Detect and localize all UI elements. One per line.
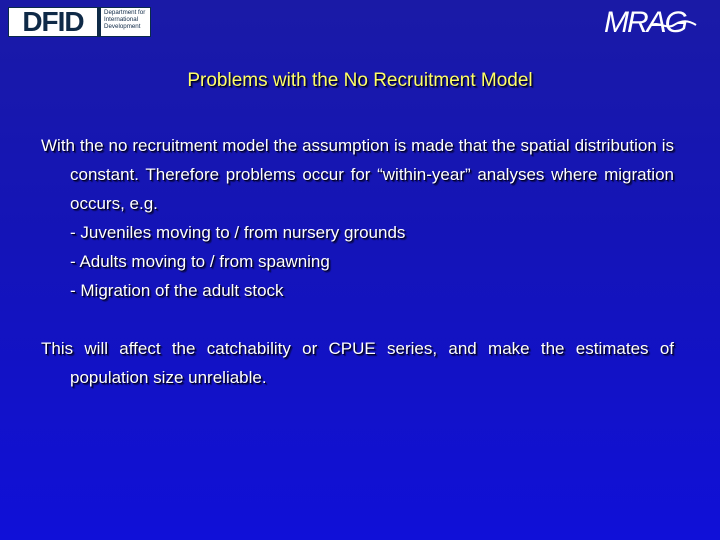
dfid-logo-word: DFID: [22, 6, 84, 37]
slide-body: [41, 131, 674, 392]
bullet-item: - Juveniles moving to / from nursery grounds: [70, 223, 406, 242]
paragraph-effect: This will affect the catchability or CPUE series, and make the estimates of population size unreliable.: [41, 339, 674, 387]
dfid-dept-line-3: Development: [104, 23, 141, 31]
dfid-dept-line-1: Department for: [104, 9, 146, 16]
bullet-item: - Migration of the adult stock: [70, 281, 284, 300]
dfid-dept-line-2: International: [104, 16, 139, 24]
mrag-logo-word: MRAG: [604, 6, 686, 39]
paragraph-assumption: With the no recruitment model the assumption is made that the spatial distribution is constant. Therefore problems occur for “within-year” analyses where migration occurs, e.g.: [41, 136, 674, 213]
bullet-item: - Adults moving to / from spawning: [70, 252, 330, 271]
slide-title: Problems with the No Recruitment Model: [187, 70, 533, 91]
mrag-wave-icon: [648, 20, 698, 30]
dfid-logo-department: [101, 8, 150, 36]
dfid-logo: [8, 7, 151, 37]
